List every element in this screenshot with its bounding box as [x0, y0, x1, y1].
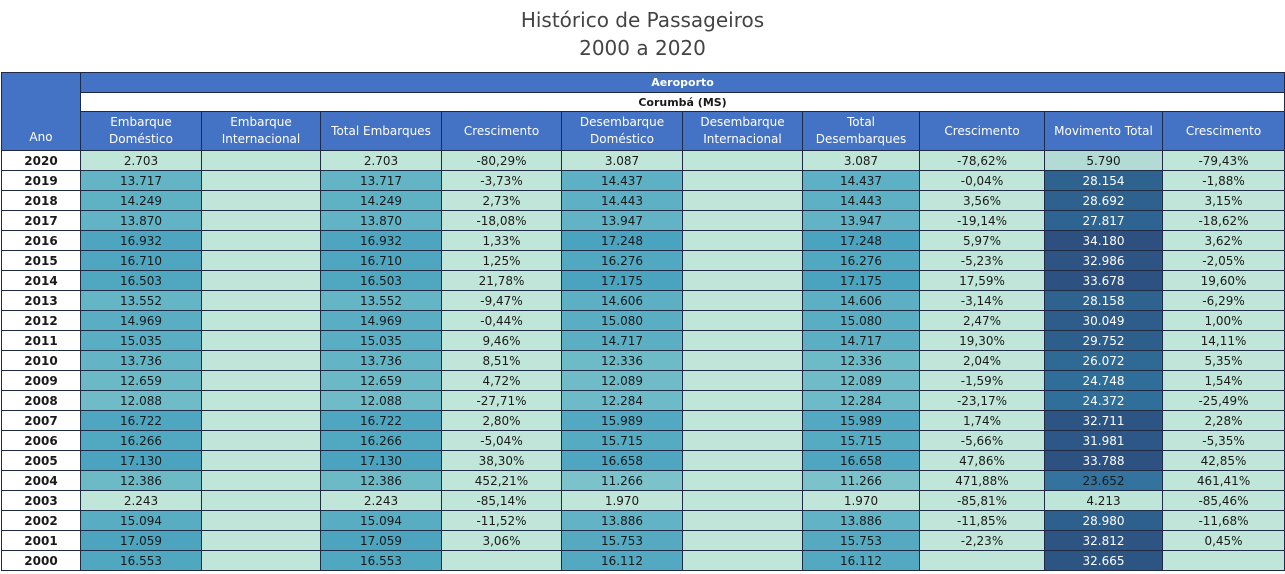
cell-crescimento-total: 19,60%: [1163, 271, 1285, 291]
cell-embarque-domestico: 13.552: [81, 291, 202, 311]
cell-desembarque-internacional: [683, 331, 803, 351]
cell-crescimento-total: 461,41%: [1163, 471, 1285, 491]
cell-embarque-internacional: [202, 451, 321, 471]
cell-crescimento-desembarques: -5,23%: [920, 251, 1045, 271]
cell-crescimento-embarques: -27,71%: [442, 391, 562, 411]
cell-embarque-domestico: 14.249: [81, 191, 202, 211]
cell-desembarque-domestico: 12.284: [562, 391, 683, 411]
cell-desembarque-internacional: [683, 251, 803, 271]
cell-crescimento-embarques: 2,73%: [442, 191, 562, 211]
cell-crescimento-total: -1,88%: [1163, 171, 1285, 191]
cell-desembarque-domestico: 16.276: [562, 251, 683, 271]
cell-desembarque-internacional: [683, 391, 803, 411]
header-embarque-internacional: Embarque Internacional: [202, 112, 321, 151]
table-row: [2, 211, 1285, 231]
cell-crescimento-desembarques: [920, 551, 1045, 571]
cell-desembarque-domestico: 1.970: [562, 491, 683, 511]
cell-embarque-domestico: 13.870: [81, 211, 202, 231]
cell-desembarque-domestico: 14.443: [562, 191, 683, 211]
cell-movimento-total: 28.980: [1045, 511, 1163, 531]
cell-desembarque-domestico: 14.717: [562, 331, 683, 351]
table-row: [2, 231, 1285, 251]
cell-total-embarques: 13.870: [321, 211, 442, 231]
cell-crescimento-desembarques: -5,66%: [920, 431, 1045, 451]
cell-total-embarques: 14.969: [321, 311, 442, 331]
cell-desembarque-internacional: [683, 531, 803, 551]
table-row: [2, 511, 1285, 531]
cell-embarque-internacional: [202, 151, 321, 171]
cell-crescimento-desembarques: -23,17%: [920, 391, 1045, 411]
cell-desembarque-domestico: 11.266: [562, 471, 683, 491]
cell-desembarque-domestico: 15.753: [562, 531, 683, 551]
cell-crescimento-desembarques: 2,04%: [920, 351, 1045, 371]
cell-crescimento-desembarques: -19,14%: [920, 211, 1045, 231]
cell-ano: 2002: [2, 511, 81, 531]
cell-crescimento-embarques: 4,72%: [442, 371, 562, 391]
cell-crescimento-embarques: -9,47%: [442, 291, 562, 311]
cell-total-desembarques: 17.175: [803, 271, 920, 291]
cell-ano: 2005: [2, 451, 81, 471]
cell-desembarque-internacional: [683, 271, 803, 291]
cell-desembarque-internacional: [683, 151, 803, 171]
cell-embarque-internacional: [202, 391, 321, 411]
header-movimento-total: Movimento Total: [1045, 112, 1163, 151]
header-crescimento-total: Crescimento: [1163, 112, 1285, 151]
cell-crescimento-total: 3,62%: [1163, 231, 1285, 251]
cell-total-desembarques: 16.112: [803, 551, 920, 571]
cell-crescimento-embarques: -0,44%: [442, 311, 562, 331]
cell-embarque-domestico: 16.266: [81, 431, 202, 451]
table-row: [2, 171, 1285, 191]
header-total-embarques: Total Embarques: [321, 112, 442, 151]
cell-crescimento-desembarques: 2,47%: [920, 311, 1045, 331]
cell-crescimento-total: -79,43%: [1163, 151, 1285, 171]
cell-movimento-total: 33.788: [1045, 451, 1163, 471]
cell-desembarque-internacional: [683, 191, 803, 211]
cell-ano: 2007: [2, 411, 81, 431]
cell-ano: 2006: [2, 431, 81, 451]
cell-crescimento-embarques: 21,78%: [442, 271, 562, 291]
cell-movimento-total: 30.049: [1045, 311, 1163, 331]
cell-movimento-total: 32.812: [1045, 531, 1163, 551]
cell-embarque-domestico: 2.703: [81, 151, 202, 171]
cell-embarque-internacional: [202, 331, 321, 351]
cell-desembarque-domestico: 15.715: [562, 431, 683, 451]
cell-embarque-internacional: [202, 551, 321, 571]
cell-embarque-internacional: [202, 191, 321, 211]
cell-total-embarques: 17.130: [321, 451, 442, 471]
header-ano: Ano: [2, 73, 81, 151]
cell-crescimento-desembarques: -3,14%: [920, 291, 1045, 311]
cell-crescimento-total: 5,35%: [1163, 351, 1285, 371]
cell-embarque-domestico: 16.722: [81, 411, 202, 431]
cell-crescimento-embarques: 1,25%: [442, 251, 562, 271]
cell-crescimento-total: [1163, 551, 1285, 571]
cell-desembarque-domestico: 14.437: [562, 171, 683, 191]
cell-crescimento-total: 1,00%: [1163, 311, 1285, 331]
table-row: [2, 411, 1285, 431]
cell-total-embarques: 12.088: [321, 391, 442, 411]
cell-total-embarques: 15.035: [321, 331, 442, 351]
cell-crescimento-desembarques: -1,59%: [920, 371, 1045, 391]
cell-desembarque-domestico: 17.248: [562, 231, 683, 251]
cell-embarque-internacional: [202, 251, 321, 271]
cell-movimento-total: 34.180: [1045, 231, 1163, 251]
cell-crescimento-total: -11,68%: [1163, 511, 1285, 531]
cell-total-desembarques: 13.886: [803, 511, 920, 531]
cell-crescimento-desembarques: 47,86%: [920, 451, 1045, 471]
cell-crescimento-embarques: -18,08%: [442, 211, 562, 231]
cell-desembarque-internacional: [683, 311, 803, 331]
cell-ano: 2015: [2, 251, 81, 271]
cell-desembarque-internacional: [683, 351, 803, 371]
cell-total-desembarques: 14.443: [803, 191, 920, 211]
cell-movimento-total: 32.986: [1045, 251, 1163, 271]
cell-desembarque-internacional: [683, 291, 803, 311]
cell-embarque-internacional: [202, 531, 321, 551]
cell-desembarque-internacional: [683, 431, 803, 451]
cell-crescimento-embarques: 9,46%: [442, 331, 562, 351]
cell-crescimento-embarques: 452,21%: [442, 471, 562, 491]
cell-total-desembarques: 14.606: [803, 291, 920, 311]
header-crescimento-embarques: Crescimento: [442, 112, 562, 151]
cell-crescimento-desembarques: 1,74%: [920, 411, 1045, 431]
cell-movimento-total: 29.752: [1045, 331, 1163, 351]
table-row: [2, 271, 1285, 291]
cell-crescimento-total: -6,29%: [1163, 291, 1285, 311]
cell-movimento-total: 32.711: [1045, 411, 1163, 431]
cell-embarque-domestico: 15.094: [81, 511, 202, 531]
cell-total-embarques: 13.736: [321, 351, 442, 371]
cell-total-embarques: 12.386: [321, 471, 442, 491]
cell-desembarque-domestico: 15.989: [562, 411, 683, 431]
cell-crescimento-desembarques: -2,23%: [920, 531, 1045, 551]
cell-crescimento-embarques: 38,30%: [442, 451, 562, 471]
cell-ano: 2017: [2, 211, 81, 231]
cell-movimento-total: 28.692: [1045, 191, 1163, 211]
cell-desembarque-internacional: [683, 451, 803, 471]
cell-total-desembarques: 17.248: [803, 231, 920, 251]
header-group-aeroporto: Aeroporto: [81, 73, 1285, 93]
cell-total-embarques: 15.094: [321, 511, 442, 531]
cell-ano: 2004: [2, 471, 81, 491]
cell-total-embarques: 17.059: [321, 531, 442, 551]
table-row: [2, 151, 1285, 171]
cell-crescimento-total: -85,46%: [1163, 491, 1285, 511]
cell-total-embarques: 2.243: [321, 491, 442, 511]
cell-ano: 2001: [2, 531, 81, 551]
table-row: [2, 251, 1285, 271]
table-row: [2, 351, 1285, 371]
cell-embarque-internacional: [202, 471, 321, 491]
cell-ano: 2000: [2, 551, 81, 571]
cell-embarque-internacional: [202, 491, 321, 511]
cell-ano: 2018: [2, 191, 81, 211]
cell-embarque-internacional: [202, 431, 321, 451]
header-crescimento-desembarques: Crescimento: [920, 112, 1045, 151]
cell-ano: 2016: [2, 231, 81, 251]
cell-crescimento-total: -25,49%: [1163, 391, 1285, 411]
cell-embarque-domestico: 12.386: [81, 471, 202, 491]
cell-desembarque-domestico: 14.606: [562, 291, 683, 311]
cell-embarque-domestico: 16.503: [81, 271, 202, 291]
cell-embarque-internacional: [202, 231, 321, 251]
header-embarque-domestico: Embarque Doméstico: [81, 112, 202, 151]
cell-total-desembarques: 15.753: [803, 531, 920, 551]
cell-crescimento-total: -5,35%: [1163, 431, 1285, 451]
cell-crescimento-embarques: 1,33%: [442, 231, 562, 251]
cell-total-desembarques: 13.947: [803, 211, 920, 231]
cell-movimento-total: 27.817: [1045, 211, 1163, 231]
cell-crescimento-total: 0,45%: [1163, 531, 1285, 551]
cell-crescimento-embarques: 3,06%: [442, 531, 562, 551]
cell-total-desembarques: 12.336: [803, 351, 920, 371]
cell-crescimento-desembarques: -0,04%: [920, 171, 1045, 191]
cell-desembarque-internacional: [683, 551, 803, 571]
cell-total-embarques: 16.710: [321, 251, 442, 271]
cell-movimento-total: 31.981: [1045, 431, 1163, 451]
table-row: [2, 391, 1285, 411]
cell-ano: 2009: [2, 371, 81, 391]
cell-ano: 2020: [2, 151, 81, 171]
cell-desembarque-domestico: 12.336: [562, 351, 683, 371]
cell-embarque-domestico: 12.088: [81, 391, 202, 411]
cell-desembarque-domestico: 16.112: [562, 551, 683, 571]
cell-ano: 2008: [2, 391, 81, 411]
cell-crescimento-embarques: -85,14%: [442, 491, 562, 511]
cell-crescimento-total: 2,28%: [1163, 411, 1285, 431]
cell-total-desembarques: 12.284: [803, 391, 920, 411]
table-row: [2, 311, 1285, 331]
table-row: [2, 291, 1285, 311]
cell-desembarque-domestico: 16.658: [562, 451, 683, 471]
cell-total-embarques: 16.932: [321, 231, 442, 251]
cell-desembarque-internacional: [683, 491, 803, 511]
cell-crescimento-desembarques: 3,56%: [920, 191, 1045, 211]
cell-embarque-internacional: [202, 511, 321, 531]
cell-embarque-domestico: 12.659: [81, 371, 202, 391]
cell-embarque-domestico: 16.553: [81, 551, 202, 571]
cell-crescimento-embarques: 8,51%: [442, 351, 562, 371]
table-row: [2, 471, 1285, 491]
cell-embarque-domestico: 15.035: [81, 331, 202, 351]
cell-desembarque-internacional: [683, 211, 803, 231]
cell-total-desembarques: 3.087: [803, 151, 920, 171]
cell-total-desembarques: 14.437: [803, 171, 920, 191]
table-body: [2, 151, 1285, 571]
cell-total-embarques: 16.266: [321, 431, 442, 451]
cell-desembarque-internacional: [683, 171, 803, 191]
cell-desembarque-domestico: 12.089: [562, 371, 683, 391]
cell-total-embarques: 13.717: [321, 171, 442, 191]
cell-embarque-internacional: [202, 271, 321, 291]
cell-total-desembarques: 15.715: [803, 431, 920, 451]
cell-crescimento-desembarques: 471,88%: [920, 471, 1045, 491]
cell-crescimento-total: 1,54%: [1163, 371, 1285, 391]
cell-total-embarques: 13.552: [321, 291, 442, 311]
cell-ano: 2019: [2, 171, 81, 191]
cell-embarque-internacional: [202, 371, 321, 391]
header-total-desembarques: Total Desembarques: [803, 112, 920, 151]
cell-embarque-domestico: 2.243: [81, 491, 202, 511]
cell-crescimento-embarques: -5,04%: [442, 431, 562, 451]
table-row: [2, 491, 1285, 511]
cell-desembarque-domestico: 13.886: [562, 511, 683, 531]
cell-total-desembarques: 16.658: [803, 451, 920, 471]
cell-crescimento-desembarques: 17,59%: [920, 271, 1045, 291]
table-row: [2, 531, 1285, 551]
cell-total-desembarques: 12.089: [803, 371, 920, 391]
cell-movimento-total: 23.652: [1045, 471, 1163, 491]
cell-embarque-internacional: [202, 211, 321, 231]
cell-movimento-total: 26.072: [1045, 351, 1163, 371]
cell-total-embarques: 16.722: [321, 411, 442, 431]
cell-crescimento-total: -2,05%: [1163, 251, 1285, 271]
cell-total-desembarques: 14.717: [803, 331, 920, 351]
cell-movimento-total: 24.748: [1045, 371, 1163, 391]
table-row: [2, 431, 1285, 451]
cell-total-embarques: 2.703: [321, 151, 442, 171]
cell-desembarque-internacional: [683, 411, 803, 431]
cell-embarque-domestico: 16.932: [81, 231, 202, 251]
cell-movimento-total: 33.678: [1045, 271, 1163, 291]
cell-total-desembarques: 11.266: [803, 471, 920, 491]
table-row: [2, 551, 1285, 571]
cell-crescimento-desembarques: 19,30%: [920, 331, 1045, 351]
cell-crescimento-total: 3,15%: [1163, 191, 1285, 211]
cell-desembarque-internacional: [683, 231, 803, 251]
cell-crescimento-embarques: -80,29%: [442, 151, 562, 171]
cell-total-desembarques: 1.970: [803, 491, 920, 511]
cell-embarque-domestico: 17.059: [81, 531, 202, 551]
table-row: [2, 191, 1285, 211]
table-row: [2, 371, 1285, 391]
header-airport-name: Corumbá (MS): [81, 93, 1285, 112]
cell-movimento-total: 24.372: [1045, 391, 1163, 411]
cell-desembarque-domestico: 13.947: [562, 211, 683, 231]
cell-ano: 2014: [2, 271, 81, 291]
cell-total-desembarques: 15.080: [803, 311, 920, 331]
cell-crescimento-desembarques: 5,97%: [920, 231, 1045, 251]
cell-crescimento-total: 42,85%: [1163, 451, 1285, 471]
cell-embarque-internacional: [202, 351, 321, 371]
cell-crescimento-total: -18,62%: [1163, 211, 1285, 231]
cell-embarque-internacional: [202, 171, 321, 191]
cell-total-embarques: 12.659: [321, 371, 442, 391]
cell-movimento-total: 28.154: [1045, 171, 1163, 191]
cell-ano: 2011: [2, 331, 81, 351]
cell-movimento-total: 4.213: [1045, 491, 1163, 511]
cell-desembarque-internacional: [683, 371, 803, 391]
cell-total-embarques: 16.553: [321, 551, 442, 571]
cell-desembarque-internacional: [683, 511, 803, 531]
cell-movimento-total: 32.665: [1045, 551, 1163, 571]
cell-crescimento-embarques: -11,52%: [442, 511, 562, 531]
cell-embarque-internacional: [202, 291, 321, 311]
cell-total-embarques: 14.249: [321, 191, 442, 211]
cell-embarque-internacional: [202, 411, 321, 431]
cell-embarque-domestico: 13.717: [81, 171, 202, 191]
passenger-history-table: [1, 72, 1285, 571]
cell-desembarque-domestico: 15.080: [562, 311, 683, 331]
cell-embarque-internacional: [202, 311, 321, 331]
title-line-2: 2000 a 2020: [579, 36, 706, 60]
cell-embarque-domestico: 17.130: [81, 451, 202, 471]
cell-crescimento-total: 14,11%: [1163, 331, 1285, 351]
cell-desembarque-internacional: [683, 471, 803, 491]
table-row: [2, 331, 1285, 351]
cell-crescimento-desembarques: -11,85%: [920, 511, 1045, 531]
cell-movimento-total: 28.158: [1045, 291, 1163, 311]
header-desembarque-domestico: Desembarque Doméstico: [562, 112, 683, 151]
table-row: [2, 451, 1285, 471]
cell-crescimento-desembarques: -78,62%: [920, 151, 1045, 171]
header-desembarque-internacional: Desembarque Internacional: [683, 112, 803, 151]
cell-total-desembarques: 15.989: [803, 411, 920, 431]
cell-desembarque-domestico: 3.087: [562, 151, 683, 171]
cell-total-desembarques: 16.276: [803, 251, 920, 271]
cell-movimento-total: 5.790: [1045, 151, 1163, 171]
cell-ano: 2003: [2, 491, 81, 511]
cell-embarque-domestico: 14.969: [81, 311, 202, 331]
cell-desembarque-domestico: 17.175: [562, 271, 683, 291]
cell-crescimento-desembarques: -85,81%: [920, 491, 1045, 511]
cell-embarque-domestico: 16.710: [81, 251, 202, 271]
cell-ano: 2010: [2, 351, 81, 371]
cell-crescimento-embarques: 2,80%: [442, 411, 562, 431]
cell-ano: 2012: [2, 311, 81, 331]
cell-crescimento-embarques: [442, 551, 562, 571]
title-line-1: Histórico de Passageiros: [520, 8, 765, 32]
cell-crescimento-embarques: -3,73%: [442, 171, 562, 191]
cell-embarque-domestico: 13.736: [81, 351, 202, 371]
cell-total-embarques: 16.503: [321, 271, 442, 291]
cell-ano: 2013: [2, 291, 81, 311]
